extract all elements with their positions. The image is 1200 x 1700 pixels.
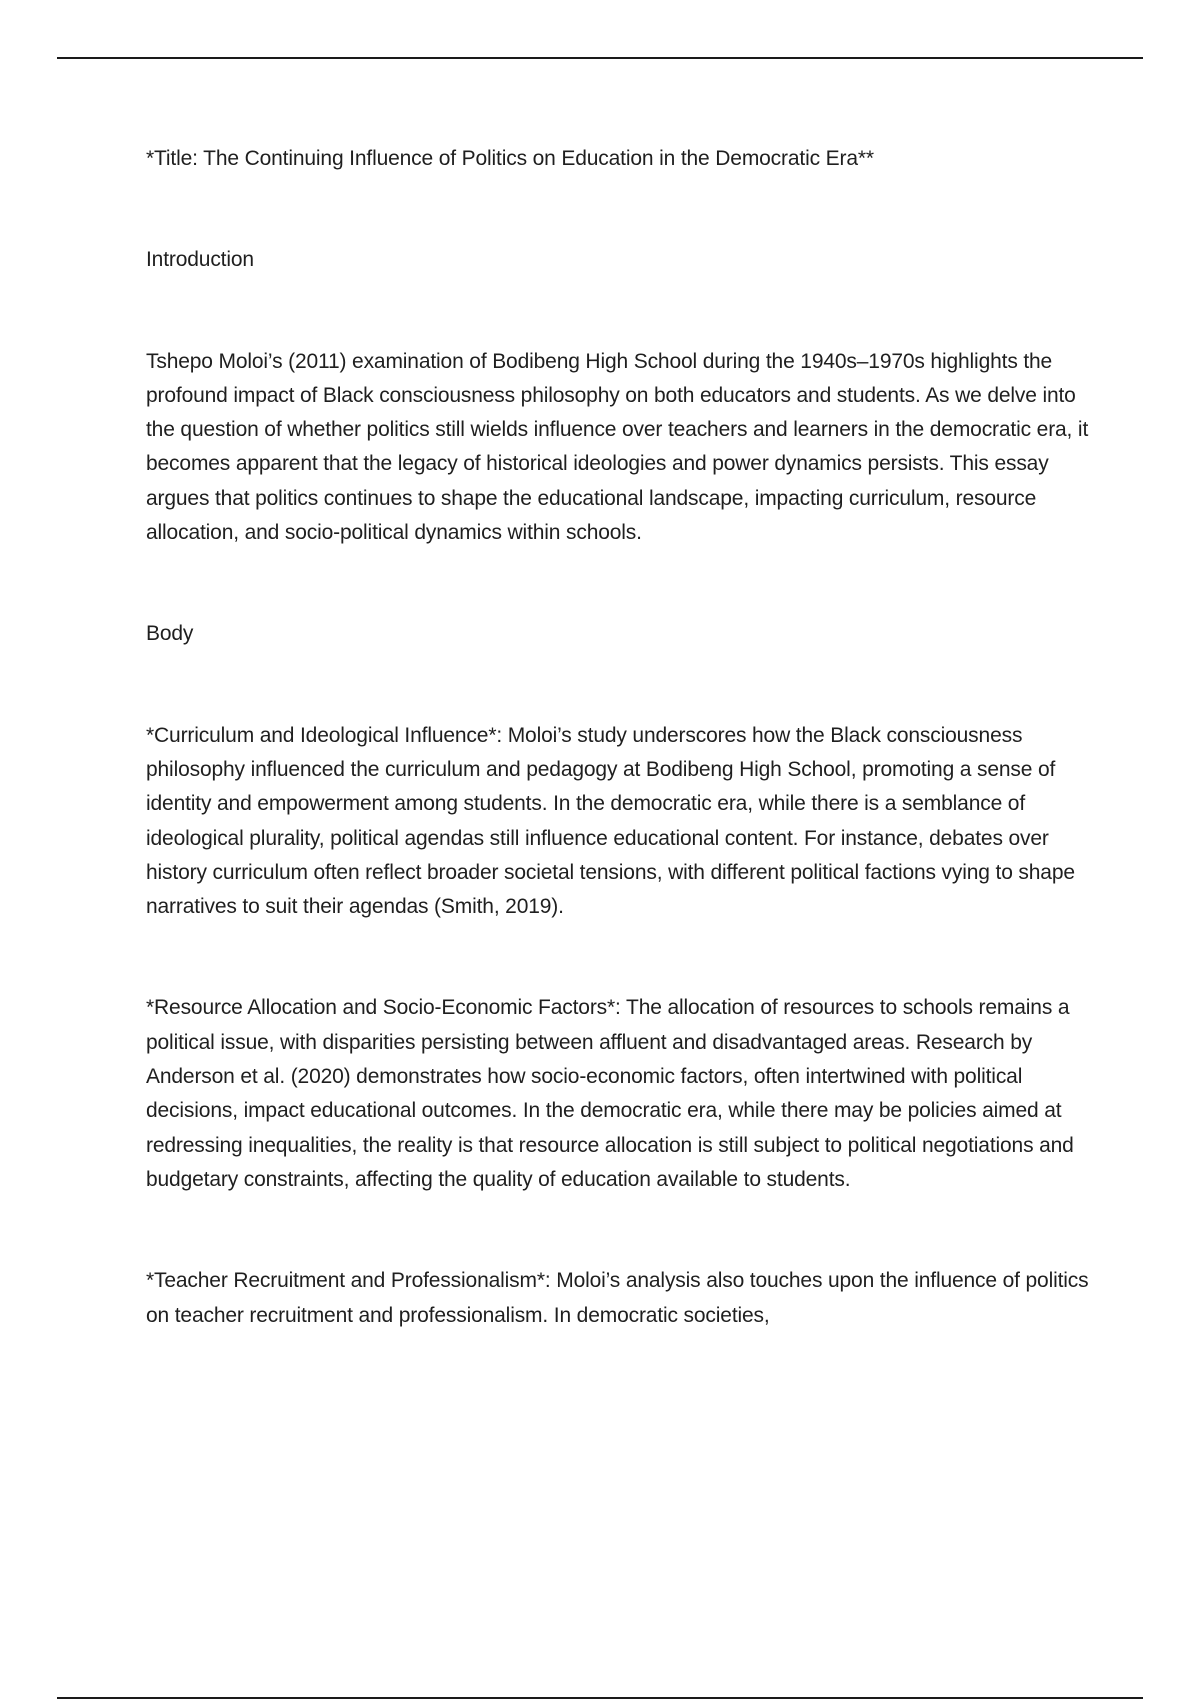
body-heading: Body: [146, 622, 194, 646]
body-paragraph-teachers: *Teacher Recruitment and Professionalism*: Moloi’s analysis also touches upon the influence of politics on teacher recruitment and professionalism. In democratic societies,: [146, 1269, 1089, 1327]
introduction-paragraph: Tshepo Moloi’s (2011) examination of Bodibeng High School during the 1940s–1970s highlights the profound impact of Black consciousness philosophy on both educators and students. As we delve into the question of whether politics still wields influence over teachers and learners in the democratic era, it becomes apparent that the legacy of historical ideologies and power dynamics persists. This essay argues that politics continues to shape the educational landscape, impacting curriculum, resource allocation, and socio-political dynamics within schools.: [146, 349, 1089, 545]
body-paragraph-resources: *Resource Allocation and Socio-Economic Factors*: The allocation of resources to schools remains a political issue, with disparities persisting between affluent and disadvantaged areas. Research by Anderson et al. (2020) demonstrates how socio-economic factors, often intertwined with political decisions, impact educational outcomes. In the democratic era, while there may be policies aimed at redressing inequalities, the reality is that resource allocation is still subject to political negotiations and budgetary constraints, affecting the quality of education available to students.: [146, 996, 1074, 1191]
header-rule: [57, 57, 1143, 59]
document-body: [146, 142, 1096, 1333]
body-paragraph-curriculum: *Curriculum and Ideological Influence*: Moloi’s study underscores how the Black consciousness philosophy influenced the curriculum and pedagogy at Bodibeng High School, promoting a sense of identity and empowerment among students. In the democratic era, while there is a semblance of ideological plurality, political agendas still influence educational content. For instance, debates over history curriculum often reflect broader societal tensions, with different political factions vying to shape narratives to suit their agendas (Smith, 2019).: [146, 723, 1075, 919]
document-title: *Title: The Continuing Influence of Politics on Education in the Democratic Era**: [146, 147, 874, 170]
introduction-heading: Introduction: [146, 248, 254, 272]
footer-rule: [57, 1697, 1143, 1699]
